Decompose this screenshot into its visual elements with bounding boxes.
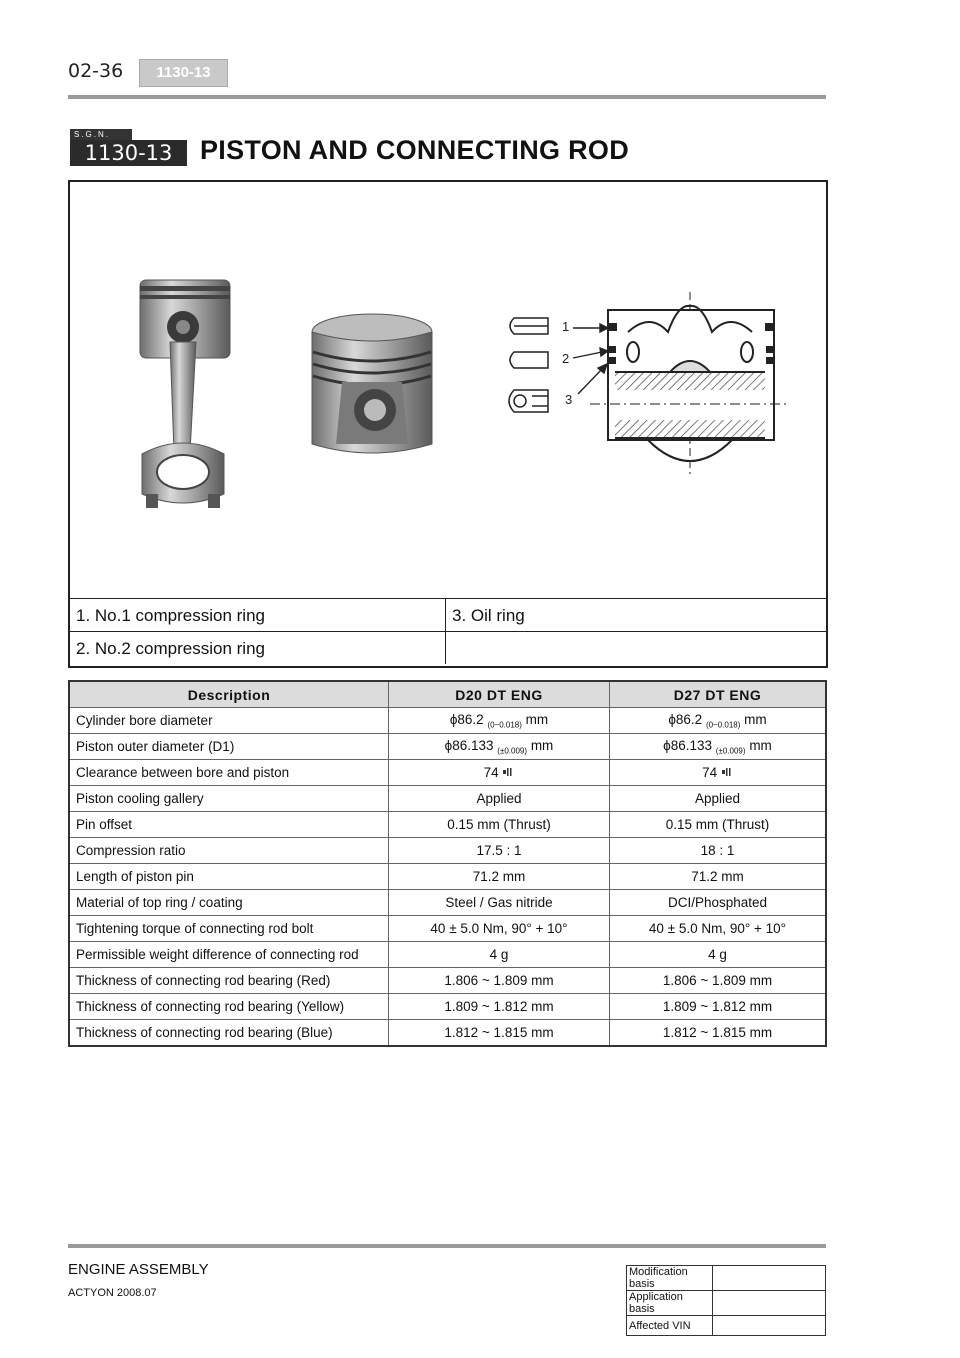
legend-item-2: 2. No.2 compression ring (70, 631, 446, 664)
piston-rod-assembly-image (140, 280, 230, 508)
mod-value (713, 1291, 826, 1316)
row-d27-value: 40 ± 5.0 Nm, 90° + 10° (610, 916, 827, 942)
row-description: Clearance between bore and piston (69, 760, 389, 786)
footer-subtitle: ACTYON 2008.07 (68, 1287, 157, 1299)
col-header-d20: D20 DT ENG (389, 681, 610, 708)
mod-label: Affected VIN (627, 1316, 713, 1336)
row-d27-value: ϕ86.133 $_{(\pm 0.009)}$ mm (610, 734, 827, 760)
row-d27-value: 74 (610, 760, 827, 786)
table-row (69, 994, 826, 1020)
table-row (69, 942, 826, 968)
row-d20-value: Steel / Gas nitride (389, 890, 610, 916)
col-header-d27: D27 DT ENG (610, 681, 827, 708)
table-row (69, 812, 826, 838)
row-d27-value: 71.2 mm (610, 864, 827, 890)
table-row (69, 968, 826, 994)
callout-1: 1 (562, 319, 570, 334)
table-row (627, 1316, 826, 1336)
row-d20-value: 40 ± 5.0 Nm, 90° + 10° (389, 916, 610, 942)
page-title: PISTON AND CONNECTING ROD (200, 135, 630, 165)
row-d27-value: 4 g (610, 942, 827, 968)
col-header-description: Description (69, 681, 389, 708)
row-d20-value: 1.806 ~ 1.809 mm (389, 968, 610, 994)
table-row (69, 708, 826, 734)
row-d27-value: 1.812 ~ 1.815 mm (610, 1020, 827, 1047)
row-description: Compression ratio (69, 838, 389, 864)
row-description: Pin offset (69, 812, 389, 838)
table-row (69, 890, 826, 916)
ring-profiles (509, 318, 548, 412)
row-d27-value: DCI/Phosphated (610, 890, 827, 916)
table-row (69, 786, 826, 812)
footer-divider (68, 1244, 826, 1248)
table-row (69, 760, 826, 786)
section-code-badge: 1130-13 (70, 140, 187, 166)
table-row (627, 1266, 826, 1291)
legend-item-empty (446, 631, 826, 664)
table-row (69, 864, 826, 890)
row-d20-value: 71.2 mm (389, 864, 610, 890)
page-number: 02-36 (68, 60, 124, 82)
row-d20-value: 17.5 : 1 (389, 838, 610, 864)
table-row (627, 1291, 826, 1316)
legend-item-1: 1. No.1 compression ring (70, 598, 446, 631)
mod-label: Modification basis (627, 1266, 713, 1291)
table-row (69, 916, 826, 942)
table-row (69, 838, 826, 864)
row-d27-value: 1.809 ~ 1.812 mm (610, 994, 827, 1020)
row-d20-value: 0.15 mm (Thrust) (389, 812, 610, 838)
sgn-tag: S.G.N. (70, 129, 132, 141)
row-d20-value: 1.812 ~ 1.815 mm (389, 1020, 610, 1047)
unit-micrometer-icon (502, 767, 514, 777)
row-description: Tightening torque of connecting rod bolt (69, 916, 389, 942)
header-divider (68, 95, 826, 99)
row-d27-value: ϕ86.2 $_{(0\sim 0.018)}$ mm (610, 708, 827, 734)
row-description: Thickness of connecting rod bearing (Yellow) (69, 994, 389, 1020)
piston-figure (70, 182, 826, 598)
row-description: Thickness of connecting rod bearing (Blue) (69, 1020, 389, 1047)
row-d20-value: ϕ86.133 $_{(\pm 0.009)}$ mm (389, 734, 610, 760)
table-row (69, 734, 826, 760)
spec-table (68, 680, 827, 1047)
row-description: Piston cooling gallery (69, 786, 389, 812)
figure-panel (68, 180, 828, 668)
row-description: Length of piston pin (69, 864, 389, 890)
row-d20-value: 4 g (389, 942, 610, 968)
row-d20-value: 1.809 ~ 1.812 mm (389, 994, 610, 1020)
callout-2: 2 (562, 351, 570, 366)
row-d20-value: ϕ86.2 $_{(0\sim 0.018)}$ mm (389, 708, 610, 734)
row-description: Thickness of connecting rod bearing (Red) (69, 968, 389, 994)
footer-title: ENGINE ASSEMBLY (68, 1261, 209, 1278)
modification-table (626, 1265, 826, 1336)
row-d27-value: 1.806 ~ 1.809 mm (610, 968, 827, 994)
callout-arrows (573, 324, 608, 394)
table-row (69, 1020, 826, 1047)
row-d20-value: 74 (389, 760, 610, 786)
piston-cross-section (590, 292, 788, 474)
piston-image (312, 314, 432, 453)
row-d27-value: Applied (610, 786, 827, 812)
row-d27-value: 18 : 1 (610, 838, 827, 864)
callout-labels (562, 319, 572, 407)
row-description: Permissible weight difference of connecting rod (69, 942, 389, 968)
legend-item-3: 3. Oil ring (446, 598, 826, 631)
spec-header-row (69, 681, 826, 708)
row-d27-value: 0.15 mm (Thrust) (610, 812, 827, 838)
mod-label: Application basis (627, 1291, 713, 1316)
row-description: Material of top ring / coating (69, 890, 389, 916)
unit-micrometer-icon (721, 767, 733, 777)
mod-value (713, 1266, 826, 1291)
row-description: Cylinder bore diameter (69, 708, 389, 734)
row-description: Piston outer diameter (D1) (69, 734, 389, 760)
header-section-badge: 1130-13 (139, 59, 228, 87)
row-d20-value: Applied (389, 786, 610, 812)
callout-3: 3 (565, 392, 573, 407)
mod-value (713, 1316, 826, 1336)
